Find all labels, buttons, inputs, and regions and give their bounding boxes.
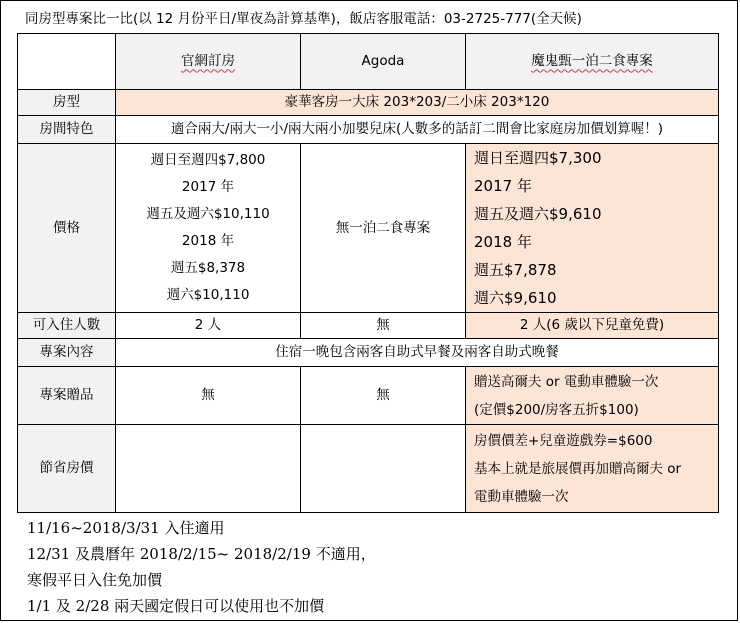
header-official: 官網訂房 [116,34,301,90]
gift-promo-line: (定價$200/房客五折$100) [474,401,639,418]
price-official-line: 週日至週四$7,800 [150,152,266,168]
saving-agoda [301,425,466,513]
occupancy-official: 2 人 [116,313,301,339]
price-official-line: 週五$8,378 [170,260,246,276]
row-room-feature [18,116,719,144]
price-official-line: 2017 年 [181,179,235,195]
label-price: 價格 [18,144,116,313]
note-item: 12/31 及農曆年 2018/2/15~ 2018/2/19 不適用， [27,545,376,563]
header-row [18,34,719,90]
saving-promo-line: 房價價差+兒童遊戲券=$600 [474,432,653,449]
label-room-feature: 房間特色 [18,116,116,144]
label-room-type: 房型 [18,90,116,116]
label-occupancy: 可入住人數 [18,313,116,339]
occupancy-promo: 2 人(6 歲以下兒童免費) [466,313,719,339]
notes-list [27,515,376,619]
note-item: 1/1 及 2/28 兩天國定假日可以使用也不加價 [27,597,325,615]
occupancy-agoda: 無 [301,313,466,339]
gift-promo [466,367,719,425]
label-saving: 節省房價 [18,425,116,513]
room-type-value: 豪華客房一大床 203*203/二小床 203*120 [116,90,719,116]
row-gift [18,367,719,425]
price-promo-line: 週六$9,610 [474,289,557,307]
price-promo [466,144,719,313]
row-occupancy [18,313,719,339]
gift-agoda: 無 [301,367,466,425]
header-promo: 魔鬼甄一泊二食專案 [466,34,719,90]
header-empty [18,34,116,90]
price-agoda: 無一泊二食專案 [301,144,466,313]
row-price [18,144,719,313]
intro-line: 同房型專案比一比(以 12 月份平日/單夜為計算基準)，飯店客服電話：03-2725-777(全天候) [25,11,582,27]
price-promo-line: 週五$7,878 [474,261,557,279]
price-promo-line: 週五及週六$9,610 [474,205,602,223]
saving-promo [466,425,719,513]
note-item: 11/16~2018/3/31 入住適用 [27,519,225,537]
price-official [116,144,301,313]
comparison-table [17,33,719,513]
saving-official [116,425,301,513]
row-room-type [18,90,719,116]
row-content [18,339,719,367]
gift-official: 無 [116,367,301,425]
price-promo-line: 2018 年 [474,233,532,251]
note-item: 寒假平日入住免加價 [27,571,163,589]
price-official-line: 週六$10,110 [166,287,250,303]
saving-promo-line: 電動車體驗一次 [474,488,569,505]
room-feature-value: 適合兩大/兩大一小/兩大兩小加嬰兒床(人數多的話訂二間會比家庭房加價划算喔！) [116,116,719,144]
label-gift: 專案贈品 [18,367,116,425]
price-promo-line: 2017 年 [474,177,532,195]
label-content: 專案內容 [18,339,116,367]
header-agoda: Agoda [301,34,466,90]
content-value: 住宿一晚包含兩客自助式早餐及兩客自助式晚餐 [116,339,719,367]
gift-promo-line: 贈送高爾夫 or 電動車體驗一次 [474,373,659,390]
saving-promo-line: 基本上就是旅展價再加贈高爾夫 or [474,460,682,477]
price-official-line: 2018 年 [181,233,235,249]
price-official-line: 週五及週六$10,110 [146,206,270,222]
price-promo-line: 週日至週四$7,300 [474,149,602,167]
row-saving [18,425,719,513]
